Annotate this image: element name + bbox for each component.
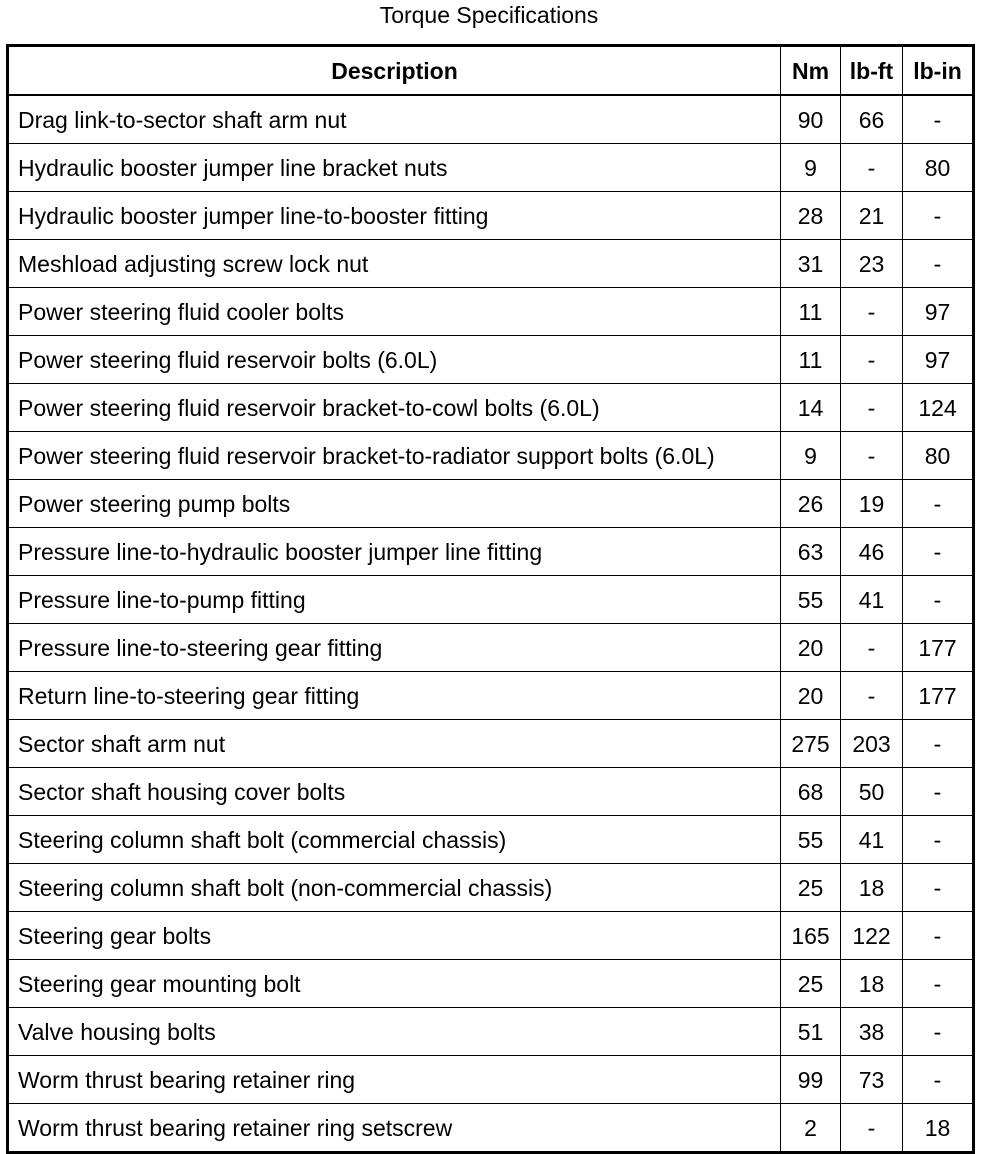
cell-lb-in: - xyxy=(903,528,974,576)
cell-lb-in: - xyxy=(903,960,974,1008)
cell-description: Worm thrust bearing retainer ring xyxy=(8,1056,781,1104)
cell-lb-in: 177 xyxy=(903,672,974,720)
cell-nm: 25 xyxy=(781,960,841,1008)
cell-lb-ft: 18 xyxy=(841,864,903,912)
cell-description: Power steering fluid reservoir bracket-to-radiator support bolts (6.0L) xyxy=(8,432,781,480)
table-row xyxy=(8,240,974,288)
cell-nm: 99 xyxy=(781,1056,841,1104)
cell-nm: 275 xyxy=(781,720,841,768)
cell-lb-ft: 41 xyxy=(841,816,903,864)
table-row xyxy=(8,672,974,720)
cell-description: Pressure line-to-hydraulic booster jumper line fitting xyxy=(8,528,781,576)
table-header-row xyxy=(8,46,974,96)
cell-description: Steering gear mounting bolt xyxy=(8,960,781,1008)
table-row xyxy=(8,288,974,336)
cell-lb-in: - xyxy=(903,912,974,960)
cell-lb-ft: - xyxy=(841,672,903,720)
cell-lb-in: - xyxy=(903,720,974,768)
cell-lb-ft: - xyxy=(841,144,903,192)
table-row xyxy=(8,95,974,144)
cell-lb-in: - xyxy=(903,1008,974,1056)
cell-lb-in: 18 xyxy=(903,1104,974,1153)
cell-lb-in: - xyxy=(903,576,974,624)
column-header-lb-ft: lb-ft xyxy=(841,46,903,96)
cell-lb-in: - xyxy=(903,480,974,528)
cell-description: Pressure line-to-pump fitting xyxy=(8,576,781,624)
table-row xyxy=(8,864,974,912)
cell-lb-in: 80 xyxy=(903,432,974,480)
table-row xyxy=(8,384,974,432)
table-row xyxy=(8,480,974,528)
cell-lb-ft: 73 xyxy=(841,1056,903,1104)
page-title: Torque Specifications xyxy=(379,2,599,28)
cell-lb-ft: - xyxy=(841,432,903,480)
cell-nm: 25 xyxy=(781,864,841,912)
table-row xyxy=(8,144,974,192)
table-row xyxy=(8,960,974,1008)
cell-nm: 26 xyxy=(781,480,841,528)
cell-lb-in: 124 xyxy=(903,384,974,432)
table-body xyxy=(8,95,974,1153)
table-row xyxy=(8,528,974,576)
cell-lb-in: - xyxy=(903,192,974,240)
cell-nm: 20 xyxy=(781,672,841,720)
cell-nm: 28 xyxy=(781,192,841,240)
cell-nm: 68 xyxy=(781,768,841,816)
cell-nm: 55 xyxy=(781,576,841,624)
cell-nm: 31 xyxy=(781,240,841,288)
cell-lb-ft: - xyxy=(841,1104,903,1153)
cell-lb-ft: 23 xyxy=(841,240,903,288)
cell-lb-ft: - xyxy=(841,288,903,336)
cell-lb-in: - xyxy=(903,1056,974,1104)
table-row xyxy=(8,768,974,816)
cell-nm: 11 xyxy=(781,336,841,384)
cell-nm: 20 xyxy=(781,624,841,672)
cell-description: Hydraulic booster jumper line bracket nuts xyxy=(8,144,781,192)
column-header-lb-in: lb-in xyxy=(903,46,974,96)
cell-description: Power steering pump bolts xyxy=(8,480,781,528)
cell-lb-ft: 122 xyxy=(841,912,903,960)
cell-lb-ft: - xyxy=(841,336,903,384)
cell-lb-in: 177 xyxy=(903,624,974,672)
cell-description: Power steering fluid reservoir bracket-to-cowl bolts (6.0L) xyxy=(8,384,781,432)
cell-nm: 14 xyxy=(781,384,841,432)
column-header-description: Description xyxy=(8,46,781,96)
cell-lb-in: 97 xyxy=(903,288,974,336)
cell-description: Steering column shaft bolt (commercial chassis) xyxy=(8,816,781,864)
table-row xyxy=(8,1104,974,1153)
cell-lb-in: 80 xyxy=(903,144,974,192)
cell-lb-ft: 21 xyxy=(841,192,903,240)
table-row xyxy=(8,432,974,480)
cell-lb-ft: - xyxy=(841,624,903,672)
cell-lb-ft: 50 xyxy=(841,768,903,816)
cell-lb-ft: - xyxy=(841,384,903,432)
cell-lb-ft: 66 xyxy=(841,95,903,144)
cell-description: Sector shaft arm nut xyxy=(8,720,781,768)
cell-lb-in: 97 xyxy=(903,336,974,384)
cell-description: Worm thrust bearing retainer ring setscrew xyxy=(8,1104,781,1153)
cell-lb-ft: 203 xyxy=(841,720,903,768)
cell-description: Pressure line-to-steering gear fitting xyxy=(8,624,781,672)
cell-nm: 9 xyxy=(781,432,841,480)
table-row xyxy=(8,720,974,768)
cell-lb-in: - xyxy=(903,95,974,144)
table-row xyxy=(8,912,974,960)
cell-lb-ft: 41 xyxy=(841,576,903,624)
cell-lb-in: - xyxy=(903,816,974,864)
cell-nm: 165 xyxy=(781,912,841,960)
cell-description: Return line-to-steering gear fitting xyxy=(8,672,781,720)
table-row xyxy=(8,816,974,864)
cell-lb-in: - xyxy=(903,768,974,816)
cell-nm: 63 xyxy=(781,528,841,576)
cell-description: Hydraulic booster jumper line-to-booster fitting xyxy=(8,192,781,240)
table-row xyxy=(8,336,974,384)
cell-lb-ft: 19 xyxy=(841,480,903,528)
table-row xyxy=(8,1008,974,1056)
cell-lb-in: - xyxy=(903,864,974,912)
cell-nm: 11 xyxy=(781,288,841,336)
cell-description: Power steering fluid reservoir bolts (6.0L) xyxy=(8,336,781,384)
cell-description: Steering column shaft bolt (non-commercial chassis) xyxy=(8,864,781,912)
cell-lb-ft: 46 xyxy=(841,528,903,576)
cell-description: Meshload adjusting screw lock nut xyxy=(8,240,781,288)
torque-spec-table xyxy=(6,44,975,1154)
cell-lb-ft: 38 xyxy=(841,1008,903,1056)
cell-description: Drag link-to-sector shaft arm nut xyxy=(8,95,781,144)
cell-description: Steering gear bolts xyxy=(8,912,781,960)
cell-nm: 51 xyxy=(781,1008,841,1056)
cell-lb-in: - xyxy=(903,240,974,288)
cell-description: Power steering fluid cooler bolts xyxy=(8,288,781,336)
cell-nm: 2 xyxy=(781,1104,841,1153)
table-row xyxy=(8,624,974,672)
cell-nm: 90 xyxy=(781,95,841,144)
cell-description: Valve housing bolts xyxy=(8,1008,781,1056)
table-row xyxy=(8,192,974,240)
cell-nm: 9 xyxy=(781,144,841,192)
cell-description: Sector shaft housing cover bolts xyxy=(8,768,781,816)
table-row xyxy=(8,576,974,624)
table-row xyxy=(8,1056,974,1104)
column-header-nm: Nm xyxy=(781,46,841,96)
cell-nm: 55 xyxy=(781,816,841,864)
cell-lb-ft: 18 xyxy=(841,960,903,1008)
